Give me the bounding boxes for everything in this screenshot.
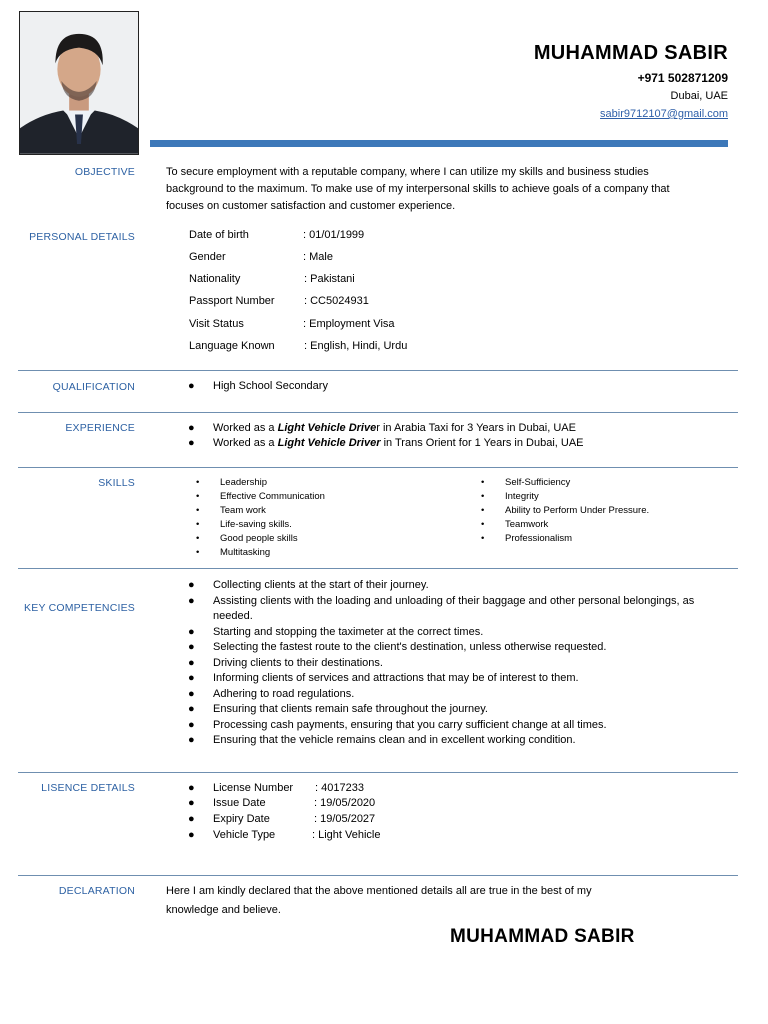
detail-value-nationality: : Pakistani bbox=[304, 273, 355, 285]
list-item: • Teamwork bbox=[481, 519, 549, 530]
list-item: • Life-saving skills. bbox=[196, 519, 292, 530]
list-item: • Effective Communication bbox=[196, 491, 325, 502]
section-label-key-competencies: KEY COMPETENCIES bbox=[24, 602, 135, 614]
detail-label-visa: Visit Status bbox=[189, 318, 244, 330]
section-label-objective: OBJECTIVE bbox=[74, 166, 135, 178]
header-divider bbox=[150, 140, 728, 147]
list-item: ● Collecting clients at the start of their journey. bbox=[188, 579, 429, 591]
list-item: • Multitasking bbox=[196, 547, 271, 558]
person-portrait-icon bbox=[20, 12, 138, 154]
detail-value-gender: : Male bbox=[303, 251, 333, 263]
section-label-declaration: DECLARATION bbox=[58, 885, 135, 897]
section-label-qualification: QUALIFICATION bbox=[52, 381, 135, 393]
detail-value-language: : English, Hindi, Urdu bbox=[304, 340, 408, 352]
section-label-licence-details: LISENCE DETAILS bbox=[41, 782, 135, 794]
licence-value-number: : 4017233 bbox=[315, 782, 364, 794]
section-label-personal-details: PERSONAL DETAILS bbox=[29, 231, 135, 243]
list-item: ● Informing clients of services and attractions that may be of interest to them. bbox=[188, 672, 579, 684]
email-link[interactable]: sabir9712107@gmail.com bbox=[600, 108, 728, 120]
list-item: • Self-Sufficiency bbox=[481, 477, 571, 488]
list-item: • Ability to Perform Under Pressure. bbox=[481, 505, 650, 516]
list-item: ● Ensuring that the vehicle remains clean and in excellent working condition. bbox=[188, 734, 576, 746]
detail-value-passport: : CC5024931 bbox=[304, 295, 369, 307]
profile-photo bbox=[19, 11, 139, 155]
section-divider bbox=[18, 772, 738, 773]
list-item: ● Processing cash payments, ensuring that you carry sufficient change at all times. bbox=[188, 718, 607, 731]
detail-label-language: Language Known bbox=[189, 340, 275, 352]
list-bullet: ● bbox=[188, 797, 195, 809]
list-item: ● Selecting the fastest route to the client's destination, unless otherwise requested. bbox=[188, 641, 607, 653]
licence-value-expiry: : 19/05/2027 bbox=[314, 813, 376, 825]
signature-name: MUHAMMAD SABIR bbox=[450, 926, 635, 947]
detail-label-nationality: Nationality bbox=[189, 273, 241, 285]
licence-label-vehicle: Vehicle Type bbox=[213, 829, 276, 841]
detail-value-visa: : Employment Visa bbox=[303, 318, 395, 330]
qualification-list bbox=[188, 380, 328, 392]
section-divider bbox=[18, 875, 738, 876]
section-divider bbox=[18, 370, 738, 371]
list-item: • Team work bbox=[196, 505, 266, 516]
phone-number: +971 502871209 bbox=[637, 71, 728, 85]
detail-label-gender: Gender bbox=[189, 251, 226, 263]
list-item: ● Worked as a Light Vehicle Driver in Arabia Taxi for 3 Years in Dubai, UAE bbox=[188, 422, 576, 434]
competencies-list bbox=[188, 578, 733, 749]
skills-list-right bbox=[481, 476, 649, 546]
detail-label-passport: Passport Number bbox=[189, 295, 275, 307]
list-item: ● Assisting clients with the loading and unloading of their baggage and other personal belongings, as needed. bbox=[188, 594, 695, 622]
licence-value-vehicle: : Light Vehicle bbox=[312, 829, 381, 841]
detail-value-dob: : 01/01/1999 bbox=[303, 229, 365, 241]
list-item: • Good people skills bbox=[196, 533, 298, 544]
section-label-experience: EXPERIENCE bbox=[65, 422, 135, 434]
list-item: • Professionalism bbox=[481, 533, 573, 544]
skills-list-left bbox=[196, 476, 325, 560]
experience-list bbox=[188, 422, 584, 449]
section-divider bbox=[18, 412, 738, 413]
detail-label-dob: Date of birth bbox=[189, 229, 249, 241]
list-item: ● Starting and stopping the taximeter at the correct times. bbox=[188, 625, 484, 638]
list-item: ● Driving clients to their destinations. bbox=[188, 656, 383, 669]
licence-label-number: License Number bbox=[213, 782, 294, 794]
section-divider bbox=[18, 568, 738, 569]
list-item: ● Worked as a Light Vehicle Driver in Trans Orient for 1 Years in Dubai, UAE bbox=[188, 437, 584, 449]
objective-text: To secure employment with a reputable company, where I can utilize my skills and business studies background to the maximum. To make use of my interpersonal skills to achieve goals of a company that focuses on customer satisfaction and customer experience. bbox=[166, 166, 670, 212]
section-label-skills: SKILLS bbox=[98, 477, 135, 489]
list-item: • Leadership bbox=[196, 477, 268, 488]
section-divider bbox=[18, 467, 738, 468]
licence-label-expiry: Expiry Date bbox=[213, 813, 270, 825]
licence-value-issue: : 19/05/2020 bbox=[314, 797, 376, 809]
list-item: ● High School Secondary bbox=[188, 380, 328, 392]
list-bullet: ● bbox=[188, 813, 195, 825]
list-bullet: ● bbox=[188, 782, 195, 794]
list-item: • Integrity bbox=[481, 491, 539, 502]
list-item: ● Ensuring that clients remain safe throughout the journey. bbox=[188, 703, 488, 715]
candidate-name: MUHAMMAD SABIR bbox=[533, 42, 728, 64]
list-bullet: ● bbox=[188, 829, 195, 841]
licence-label-issue: Issue Date bbox=[213, 797, 266, 809]
declaration-text: Here I am kindly declared that the above mentioned details all are true in the best of my knowledge and believe. bbox=[166, 885, 592, 916]
list-item: ● Adhering to road regulations. bbox=[188, 687, 355, 700]
location: Dubai, UAE bbox=[670, 90, 728, 102]
